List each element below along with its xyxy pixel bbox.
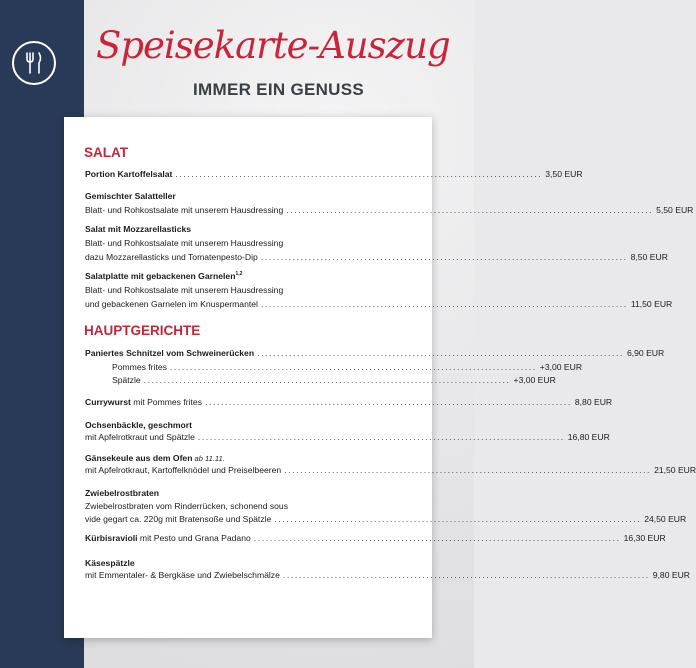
fork-knife-icon xyxy=(12,41,56,85)
menu-option-pommes xyxy=(112,362,583,374)
option-name: Spätzle xyxy=(112,375,141,385)
availability-note: ab 11.11. xyxy=(192,454,225,463)
item-text: Currywurst mit Pommes frites xyxy=(85,397,202,407)
menu-card xyxy=(64,117,696,638)
item-text: Kürbisravioli mit Pesto und Grana Padano xyxy=(85,533,251,543)
item-price: 9,80 EUR xyxy=(652,570,691,580)
item-price: 16,80 EUR xyxy=(567,432,610,442)
leader-dots: ............................................................................................ xyxy=(284,465,652,475)
section-heading-haupt: HAUPTGERICHTE xyxy=(84,323,201,338)
item-price: 24,50 EUR xyxy=(644,514,687,524)
leader-dots: ............................................................................................ xyxy=(169,362,537,372)
leader-dots: ............................................................................................ xyxy=(175,169,543,179)
item-name-zwiebel: Zwiebelrostbraten xyxy=(85,488,160,498)
menu-item-gans xyxy=(85,465,696,477)
item-price: 8,50 EUR xyxy=(630,252,668,262)
item-name-gans: Gänsekeule aus dem Ofen ab 11.11. xyxy=(85,453,225,463)
leader-dots: ............................................................................................ xyxy=(274,514,642,524)
leader-dots: ............................................................................................ xyxy=(286,205,654,215)
item-desc: mit Apfelrotkraut und Spätzle xyxy=(85,432,195,442)
item-desc: dazu Mozzarellasticks und Tomatenpesto-Dip xyxy=(85,252,258,262)
item-name-kaese: Käsespätzle xyxy=(85,558,135,568)
menu-item-ochsen xyxy=(85,432,610,444)
menu-item-mozzarella xyxy=(85,252,668,264)
leader-dots: ............................................................................................ xyxy=(205,397,572,407)
leader-dots: ............................................................................................ xyxy=(260,252,628,262)
item-name-mozzarella: Salat mit Mozzarellasticks xyxy=(85,224,192,234)
leader-dots: ............................................................................................ xyxy=(197,432,565,442)
item-price: 8,80 EUR xyxy=(574,397,613,407)
option-price: +3,00 EUR xyxy=(539,362,583,372)
menu-item-schnitzel xyxy=(85,348,665,360)
leader-dots: ............................................................................................ xyxy=(260,299,628,309)
option-price: +3,00 EUR xyxy=(513,375,556,385)
item-desc: mit Emmentaler- & Bergkäse und Zwiebelschmälze xyxy=(85,570,280,580)
menu-item-ravioli xyxy=(85,533,666,545)
menu-item-kaese xyxy=(85,570,691,582)
item-price: 21,50 EUR xyxy=(654,465,696,475)
leader-dots: ............................................................................................ xyxy=(253,533,621,543)
item-desc-garnelen-1: Blatt- und Rohkostsalate mit unserem Hausdressing xyxy=(85,285,284,295)
menu-option-spaetzle xyxy=(112,375,556,387)
menu-item-kartoffelsalat xyxy=(85,169,583,181)
item-desc: und gebackenen Garnelen im Knuspermantel xyxy=(85,299,258,309)
item-price: 6,90 EUR xyxy=(626,348,665,358)
item-price: 16,30 EUR xyxy=(623,533,666,543)
item-desc: Blatt- und Rohkostsalate mit unserem Hausdressing xyxy=(85,205,284,215)
menu-item-gemischt xyxy=(85,205,694,217)
allergen-note: 1,2 xyxy=(235,271,243,278)
menu-item-garnelen xyxy=(85,299,673,311)
item-name-ochsen: Ochsenbäckle, geschmort xyxy=(85,420,192,430)
item-price: 11,50 EUR xyxy=(630,299,673,309)
item-price: 3,50 EUR xyxy=(545,169,583,179)
item-desc: mit Apfelrotkraut, Kartoffelknödel und Preiselbeeren xyxy=(85,465,282,475)
leader-dots: ............................................................................................ xyxy=(143,375,511,385)
menu-item-zwiebel xyxy=(85,514,687,526)
item-price: 5,50 EUR xyxy=(656,205,694,215)
section-heading-salat: SALAT xyxy=(84,145,128,160)
item-name-gemischt: Gemischter Salatteller xyxy=(85,191,176,201)
leader-dots: ............................................................................................ xyxy=(257,348,624,358)
item-name: Paniertes Schnitzel vom Schweinerücken xyxy=(85,348,255,358)
option-name: Pommes frites xyxy=(112,362,167,372)
page-subtitle: IMMER EIN GENUSS xyxy=(193,80,365,99)
item-name-garnelen: Salatplatte mit gebackenen Garnelen$^{1,2}$ xyxy=(85,271,243,281)
item-desc-zwiebel-1: Zwiebelrostbraten vom Rinderrücken, schonend sous xyxy=(85,501,289,511)
item-desc-mozzarella-1: Blatt- und Rohkostsalate mit unserem Hausdressing xyxy=(85,238,284,248)
item-desc: vide gegart ca. 220g mit Bratensoße und Spätzle xyxy=(85,514,272,524)
page-title: Speisekarte-Auszug xyxy=(96,24,450,67)
menu-item-currywurst xyxy=(85,397,613,409)
item-name: Portion Kartoffelsalat xyxy=(85,169,173,179)
leader-dots: ............................................................................................ xyxy=(282,570,650,580)
